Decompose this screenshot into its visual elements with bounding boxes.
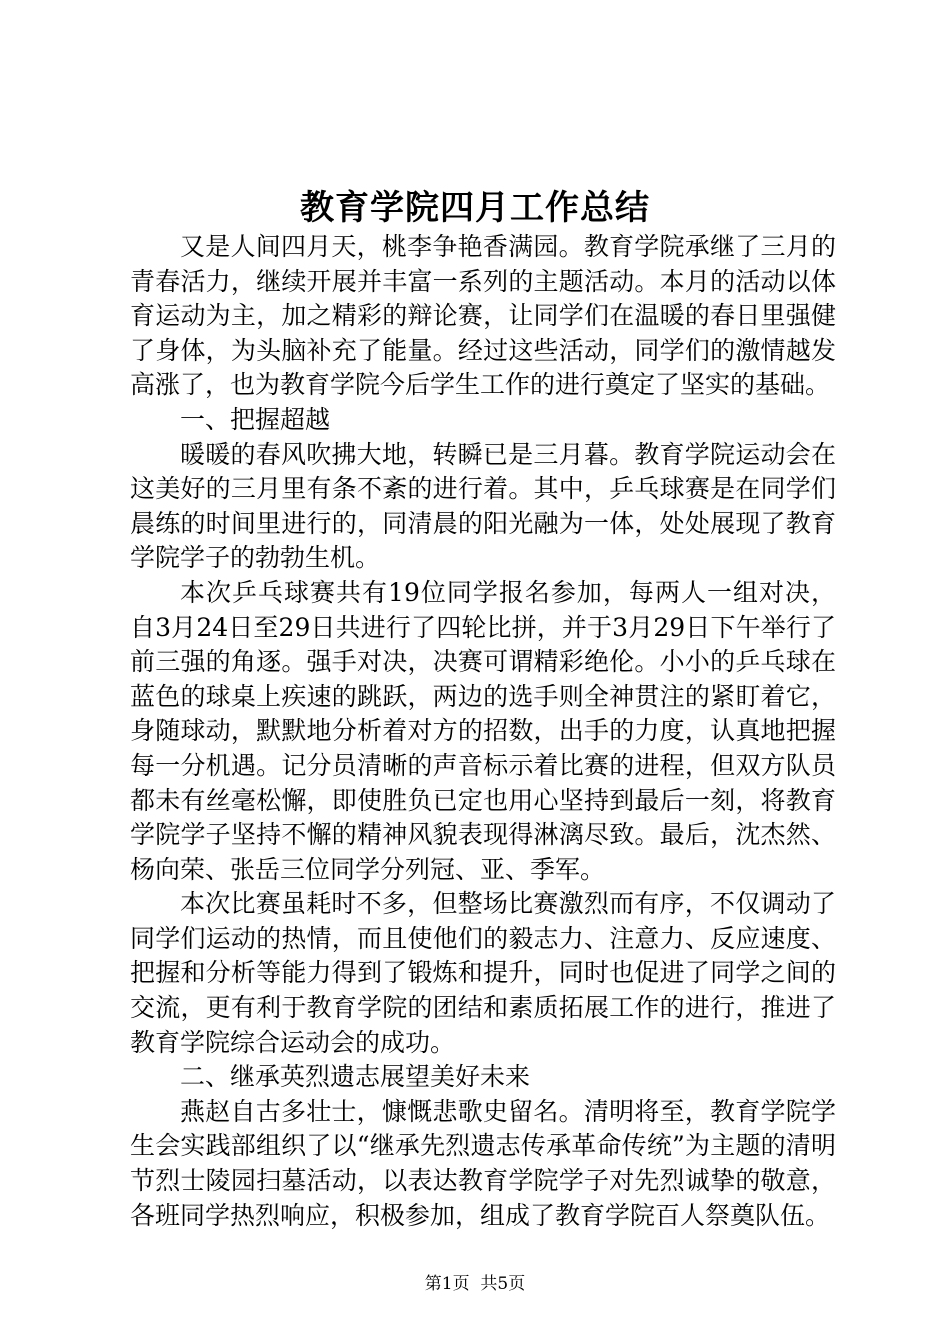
body-paragraph: 暖暖的春风吹拂大地，转瞬已是三月暮。教育学院运动会在这美好的三月里有条不紊的进行着。其中，乒乓球赛是在同学们晨练的时间里进行的，同清晨的阳光融为一体，处处展现了教育学院学子的勃勃生机。	[130, 439, 836, 573]
page-total: 共5页	[480, 1274, 526, 1294]
body-paragraph: 本次比赛虽耗时不多，但整场比赛激烈而有序，不仅调动了同学们运动的热情，而且使他们的毅志力、注意力、反应速度、把握和分析等能力得到了锻炼和提升，同时也促进了同学之间的交流，更有利于教育学院的团结和素质拓展工作的进行，推进了教育学院综合运动会的成功。	[130, 889, 836, 1057]
section-heading-1: 一、把握超越	[180, 404, 331, 434]
document-body	[130, 230, 836, 1233]
section-heading-2: 二、继承英烈遗志展望美好未来	[180, 1062, 531, 1092]
body-paragraph: 本次乒乓球赛共有19位同学报名参加，每两人一组对决，自3月24日至29日共进行了四轮比拼，并于3月29日下午举行了前三强的角逐。强手对决，决赛可谓精彩绝伦。小小的乒乓球在蓝色的球桌上疾速的跳跃，两边的选手则全神贯注的紧盯着它，身随球动，默默地分析着对方的招数，出手的力度，认真地把握每一分机遇。记分员清晰的声音标示着比赛的进程，但双方队员都未有丝毫松懈，即使胜负已定也用心坚持到最后一刻，将教育学院学子坚持不懈的精神风貌表现得淋漓尽致。最后，沈杰然、杨向荣、张岳三位同学分列冠、亚、季军。	[130, 577, 836, 884]
body-paragraph: 燕赵自古多壮士，慷慨悲歌史留名。清明将至，教育学院学生会实践部组织了以“继承先烈遗志传承革命传统”为主题的清明节烈士陵园扫墓活动，以表达教育学院学子对先烈诚挚的敬意，各班同学热烈响应，积极参加，组成了教育学院百人祭奠队伍。	[130, 1096, 836, 1230]
intro-paragraph: 又是人间四月天，桃李争艳香满园。教育学院承继了三月的青春活力，继续开展并丰富一系列的主题活动。本月的活动以体育运动为主，加之精彩的辩论赛，让同学们在温暖的春日里强健了身体，为头脑补充了能量。经过这些活动，同学们的激情越发高涨了，也为教育学院今后学生工作的进行奠定了坚实的基础。	[130, 232, 836, 400]
document-title: 教育学院四月工作总结	[300, 188, 650, 228]
page-footer	[0, 1272, 950, 1296]
page-number: 第1页	[424, 1274, 470, 1294]
